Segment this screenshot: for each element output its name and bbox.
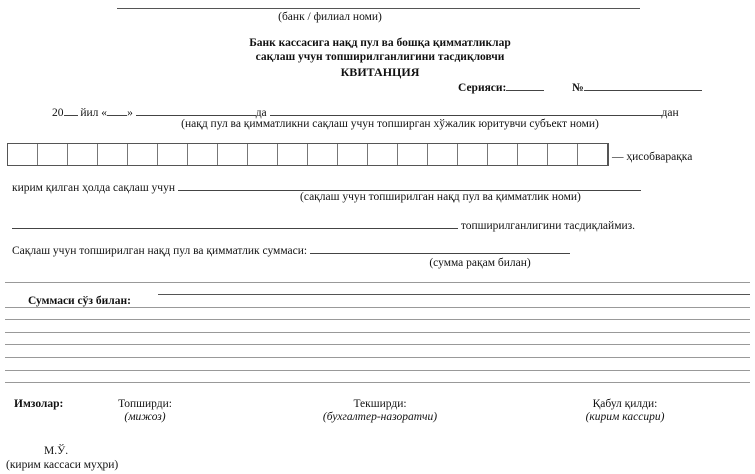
account-digit-cell[interactable]: [368, 144, 398, 165]
sum-words-line[interactable]: [5, 344, 750, 345]
confirm-text: топширилганлигини тасдиқлаймиз.: [460, 220, 636, 232]
signatures-label: Имзолар:: [14, 398, 64, 410]
bank-caption: (банк / филиал номи): [278, 11, 382, 23]
account-digit-cell[interactable]: [458, 144, 488, 165]
account-digit-cell[interactable]: [398, 144, 428, 165]
sum-words-label: Суммаси сўз билан:: [28, 295, 131, 307]
account-digit-cell[interactable]: [338, 144, 368, 165]
sum-row[interactable]: [12, 243, 570, 257]
sum-words-line[interactable]: [5, 332, 750, 333]
sum-words-line[interactable]: [5, 319, 750, 320]
account-digit-cell[interactable]: [518, 144, 548, 165]
account-digit-cell[interactable]: [578, 144, 607, 165]
account-digit-cell[interactable]: [308, 144, 338, 165]
stamp-label: М.Ў.: [44, 445, 69, 457]
account-digit-cell[interactable]: [428, 144, 458, 165]
account-digit-cell[interactable]: [38, 144, 68, 165]
checked-label: Текширди:: [353, 398, 407, 410]
account-digit-cell[interactable]: [68, 144, 98, 165]
number-label: №: [572, 82, 584, 94]
title-line-2: сақлаш учун топширилганлигини тасдиқловчи: [255, 51, 505, 63]
series-field[interactable]: [458, 80, 544, 94]
year-prefix: 20: [52, 107, 64, 119]
sum-words-line[interactable]: [5, 357, 750, 358]
series-label: Серияси:: [458, 82, 507, 94]
year-label: йил «: [80, 107, 108, 119]
sum-words-line[interactable]: [5, 382, 750, 383]
account-digit-cell[interactable]: [488, 144, 518, 165]
number-field[interactable]: [572, 80, 702, 94]
handed-over-label: Топширди:: [118, 398, 172, 410]
quote-close: »: [127, 107, 133, 119]
account-digit-cell[interactable]: [548, 144, 578, 165]
account-digit-cell[interactable]: [278, 144, 308, 165]
da-label: да: [255, 107, 267, 119]
account-digit-cell[interactable]: [8, 144, 38, 165]
sum-words-line[interactable]: [5, 307, 750, 308]
account-digit-cell[interactable]: [128, 144, 158, 165]
sum-words-line[interactable]: [5, 370, 750, 371]
stamp-caption: (кирим кассаси муҳри): [6, 459, 119, 471]
received-label: Қабул қилди:: [592, 398, 658, 410]
checked-role: (бухгалтер-назоратчи): [322, 411, 438, 423]
date-entity-row[interactable]: [52, 105, 679, 119]
deposit-text: кирим қилган ҳолда сақлаш учун: [12, 182, 175, 194]
account-digit-cell[interactable]: [248, 144, 278, 165]
account-number-cells[interactable]: [7, 143, 609, 166]
sum-caption: (сумма рақам билан): [429, 257, 531, 269]
account-digit-cell[interactable]: [158, 144, 188, 165]
account-digit-cell[interactable]: [218, 144, 248, 165]
account-suffix: — ҳисобварақка: [612, 151, 693, 163]
title-line-1: Банк кассасига нақд пул ва бошқа қимматликлар: [249, 37, 511, 49]
account-digit-cell[interactable]: [188, 144, 218, 165]
sum-words-line[interactable]: [5, 282, 750, 283]
bank-name-line: [117, 8, 640, 9]
received-role: (кирим кассири): [585, 411, 665, 423]
account-digit-cell[interactable]: [98, 144, 128, 165]
sum-words-line[interactable]: [158, 294, 750, 295]
confirm-row[interactable]: [12, 218, 635, 232]
dan-label: дан: [661, 107, 679, 119]
page-title: КВИТАНЦИЯ: [340, 65, 420, 79]
deposit-caption: (сақлаш учун топширилган нақд пул ва қимматлик номи): [300, 191, 581, 203]
sum-label: Сақлаш учун топширилган нақд пул ва қимматлик суммаси:: [12, 245, 308, 257]
handed-over-role: (мижоз): [124, 411, 166, 423]
entity-caption: (нақд пул ва қимматликни сақлаш учун топширган хўжалик юритувчи субъект номи): [181, 118, 599, 130]
